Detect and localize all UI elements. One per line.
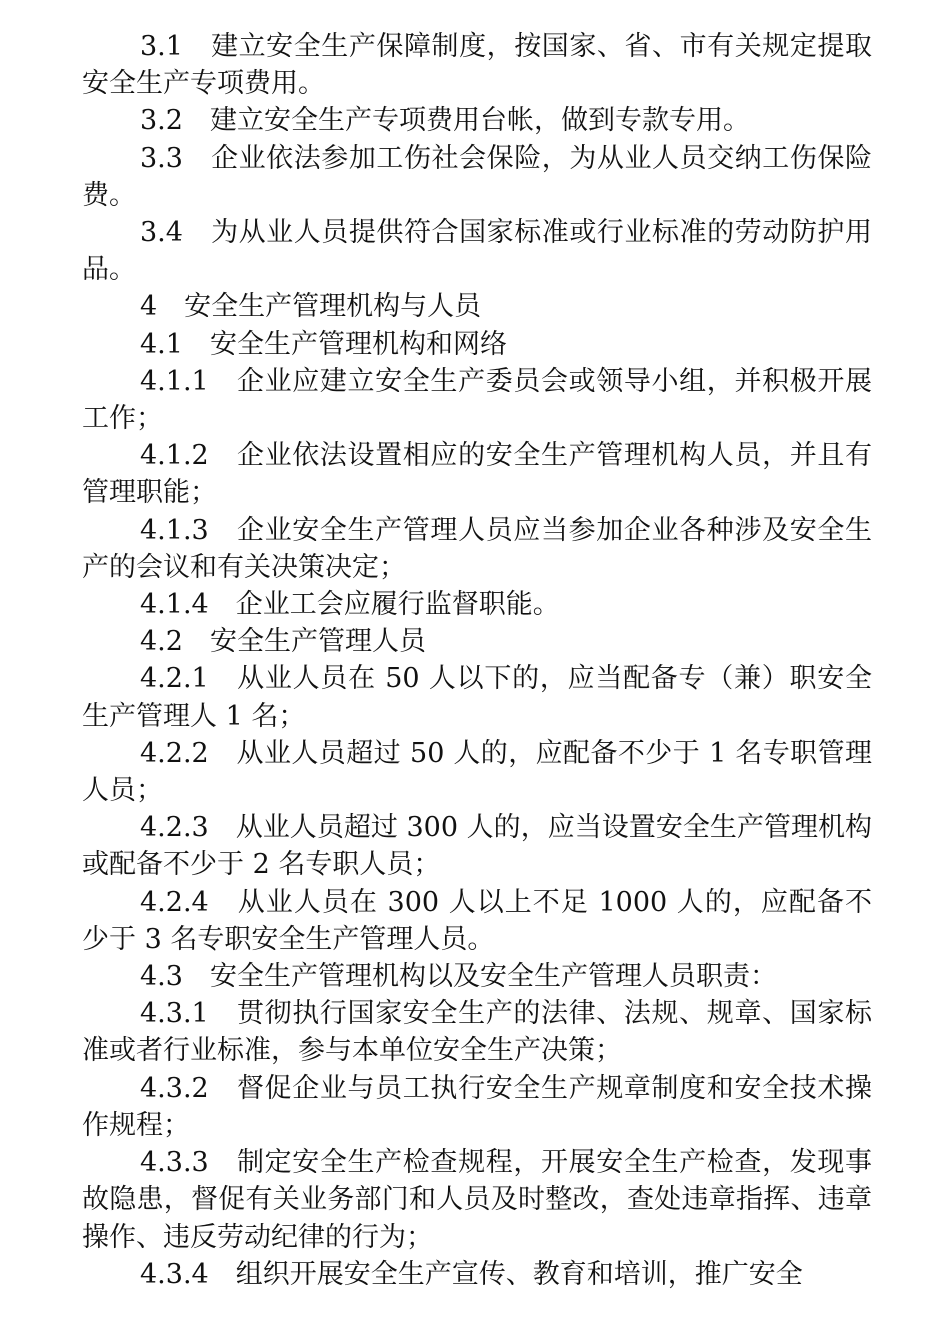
paragraph-4-3-1: 4.3.1 贯彻执行国家安全生产的法律、法规、规章、国家标准或者行业标准，参与本单位安全生产决策； (82, 998, 872, 1067)
paragraph-4-3-3: 4.3.3 制定安全生产检查规程，开展安全生产检查，发现事故隐患，督促有关业务部门和人员及时整改，查处违章指挥、违章操作、违反劳动纪律的行为； (82, 1147, 872, 1253)
paragraph-3-3: 3.3 企业依法参加工伤社会保险，为从业人员交纳工伤保险费。 (82, 142, 872, 211)
paragraph-3-2: 3.2 建立安全生产专项费用台帐，做到专款专用。 (140, 105, 750, 137)
subsection-heading-4-3: 4.3 安全生产管理机构以及安全生产管理人员职责： (140, 961, 777, 993)
paragraph-4-2-1: 4.2.1 从业人员在 50 人以下的，应当配备专（兼）职安全生产管理人 1 名； (82, 663, 872, 732)
paragraph-4-1-1: 4.1.1 企业应建立安全生产委员会或领导小组，并积极开展工作； (82, 365, 872, 435)
paragraph-4-3-2: 4.3.2 督促企业与员工执行安全生产规章制度和安全技术操作规程； (82, 1072, 872, 1141)
paragraph-3-1: 3.1 建立安全生产保障制度，按国家、省、市有关规定提取安全生产专项费用。 (82, 31, 872, 100)
paragraph-4-3-4: 4.3.4 组织开展安全生产宣传、教育和培训，推广安全 (140, 1258, 803, 1290)
subsection-heading-4-2: 4.2 安全生产管理人员 (140, 626, 426, 658)
section-heading-4: 4 安全生产管理机构与人员 (140, 291, 482, 323)
paragraph-3-4: 3.4 为从业人员提供符合国家标准或行业标准的劳动防护用品。 (82, 217, 872, 286)
paragraph-4-2-3: 4.2.3 从业人员超过 300 人的，应当设置安全生产管理机构或配备不少于 2 名专职人员； (82, 812, 872, 881)
paragraph-4-2-4: 4.2.4 从业人员在 300 人以上不足 1000 人的，应配备不少于 3 名专职安全生产管理人员。 (82, 886, 872, 955)
subsection-heading-4-1: 4.1 安全生产管理机构和网络 (140, 328, 507, 360)
document-page (82, 28, 872, 1293)
paragraph-4-2-2: 4.2.2 从业人员超过 50 人的，应配备不少于 1 名专职管理人员； (82, 737, 872, 807)
paragraph-4-1-2: 4.1.2 企业依法设置相应的安全生产管理机构人员，并且有管理职能； (82, 440, 872, 509)
paragraph-4-1-3: 4.1.3 企业安全生产管理人员应当参加企业各种涉及安全生产的会议和有关决策决定； (82, 514, 872, 583)
paragraph-4-1-4: 4.1.4 企业工会应履行监督职能。 (140, 589, 560, 621)
